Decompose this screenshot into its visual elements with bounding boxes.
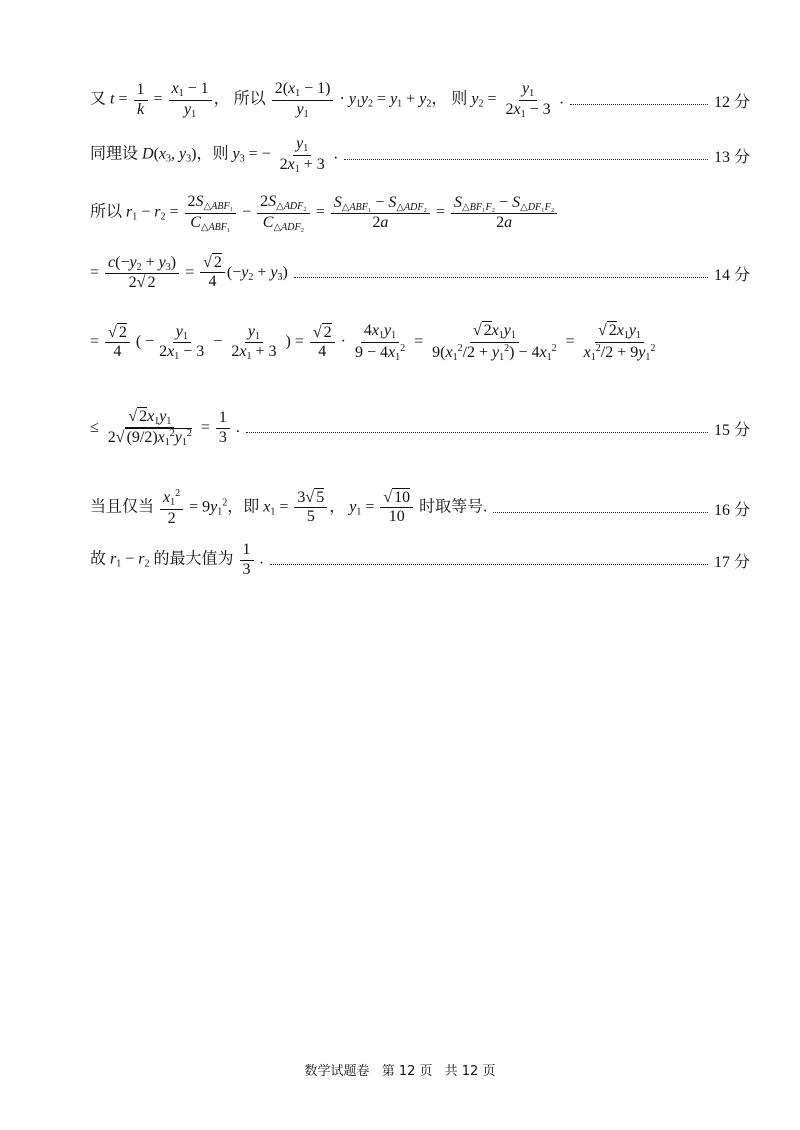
solution-line-15 xyxy=(90,393,750,463)
solution-line-13 xyxy=(90,125,750,185)
leader-dots xyxy=(246,432,708,433)
footer-subject: 数学试题卷 xyxy=(304,1064,370,1079)
math-expression: 又 t = $\frac{1}{k}$ = $\frac{x_1 - 1}{y_1}$ ， 所以 $\frac{2(x_1 - 1)}{y_1}$ · $y_1y_2 = y_1 + y_2$， 则 $y_2$ = $\frac{y_1}{2x_1 - 3}$ . xyxy=(90,80,564,120)
solution-line-12 xyxy=(90,70,750,130)
score-label: 14 分 xyxy=(713,266,750,284)
solution-line-17 xyxy=(90,530,750,590)
math-expression: 故 $r_1 - r_2$ 的最大值为 $\frac{1}{3}$ . xyxy=(90,541,264,578)
math-expression: = $\frac{√ 2}{4}$ ( − $\frac{y_1}{2x_1 - 3}$ − $\frac{y_1}{2x_1 + 3}$ ) = $\frac{√ 2}{4}$ · $\frac{4x_1y_1}{9 - 4x_1^2}$ = $\frac{√ 2x_1y_1}{9(x_1^2/2 + y_1^2) - 4x_1^2}$ = $\frac{√ 2x_1y_1}{x_1^2/2 + 9y_1^2}$ xyxy=(90,322,656,363)
score-label: 16 分 xyxy=(713,501,750,519)
math-expression: ≤ $\frac{√ 2x_1y_1}{2√ (9/2)x_1^2y_1^2}$ = $\frac{1}{3}$ . xyxy=(90,407,240,448)
math-expression: 同理设 $D(x_3$, $y_3$)，则 $y_3$ = − $\frac{y_1}{2x_1 + 3}$ . xyxy=(90,135,338,175)
footer-total-pages: 共 12 页 xyxy=(444,1064,496,1079)
leader-dots xyxy=(270,564,708,565)
solution-line-16 xyxy=(90,478,750,538)
score-label: 13 分 xyxy=(713,148,750,166)
solution-line-simplify xyxy=(90,305,750,380)
solution-line-ratio xyxy=(90,183,750,243)
math-expression: 所以 $r_1 - r_2$ = $\frac{2S_{\triangle ABF_1}}{C_{\triangle ABF_1}}$ − $\frac{2S_{\triangle ADF_2}}{C_{\triangle ADF_2}}$ = $\frac{S_{\triangle ABF_1} - S_{\triangle ADF_2}}{2a}$ = $\frac{S_{\triangle BF_1F_2} - S_{\triangle DF_1F_2}}{2a}$ xyxy=(90,193,559,233)
math-expression: 当且仅当 $\frac{x_1^2}{2}$ = $9y_1^2$，即 $x_1$ = $\frac{3√ 5}{5}$ ， $y_1$ = $\frac{√ 10}{10}$ 时取等号. xyxy=(90,488,488,527)
leader-dots xyxy=(294,277,708,278)
score-label: 12 分 xyxy=(713,93,750,111)
leader-dots xyxy=(570,104,708,105)
leader-dots xyxy=(493,512,708,513)
solution-line-14 xyxy=(90,243,750,303)
math-expression: = $\frac{c(-y_2 + y_3)}{2√ 2}$ = $\frac{√ 2}{4}$ $(-y_2 + y_3)$ xyxy=(90,253,288,292)
leader-dots xyxy=(344,159,708,160)
score-label: 15 分 xyxy=(713,421,750,439)
footer-page-number: 第 12 页 xyxy=(381,1064,433,1079)
score-label: 17 分 xyxy=(713,553,750,571)
page-footer xyxy=(0,1060,800,1079)
